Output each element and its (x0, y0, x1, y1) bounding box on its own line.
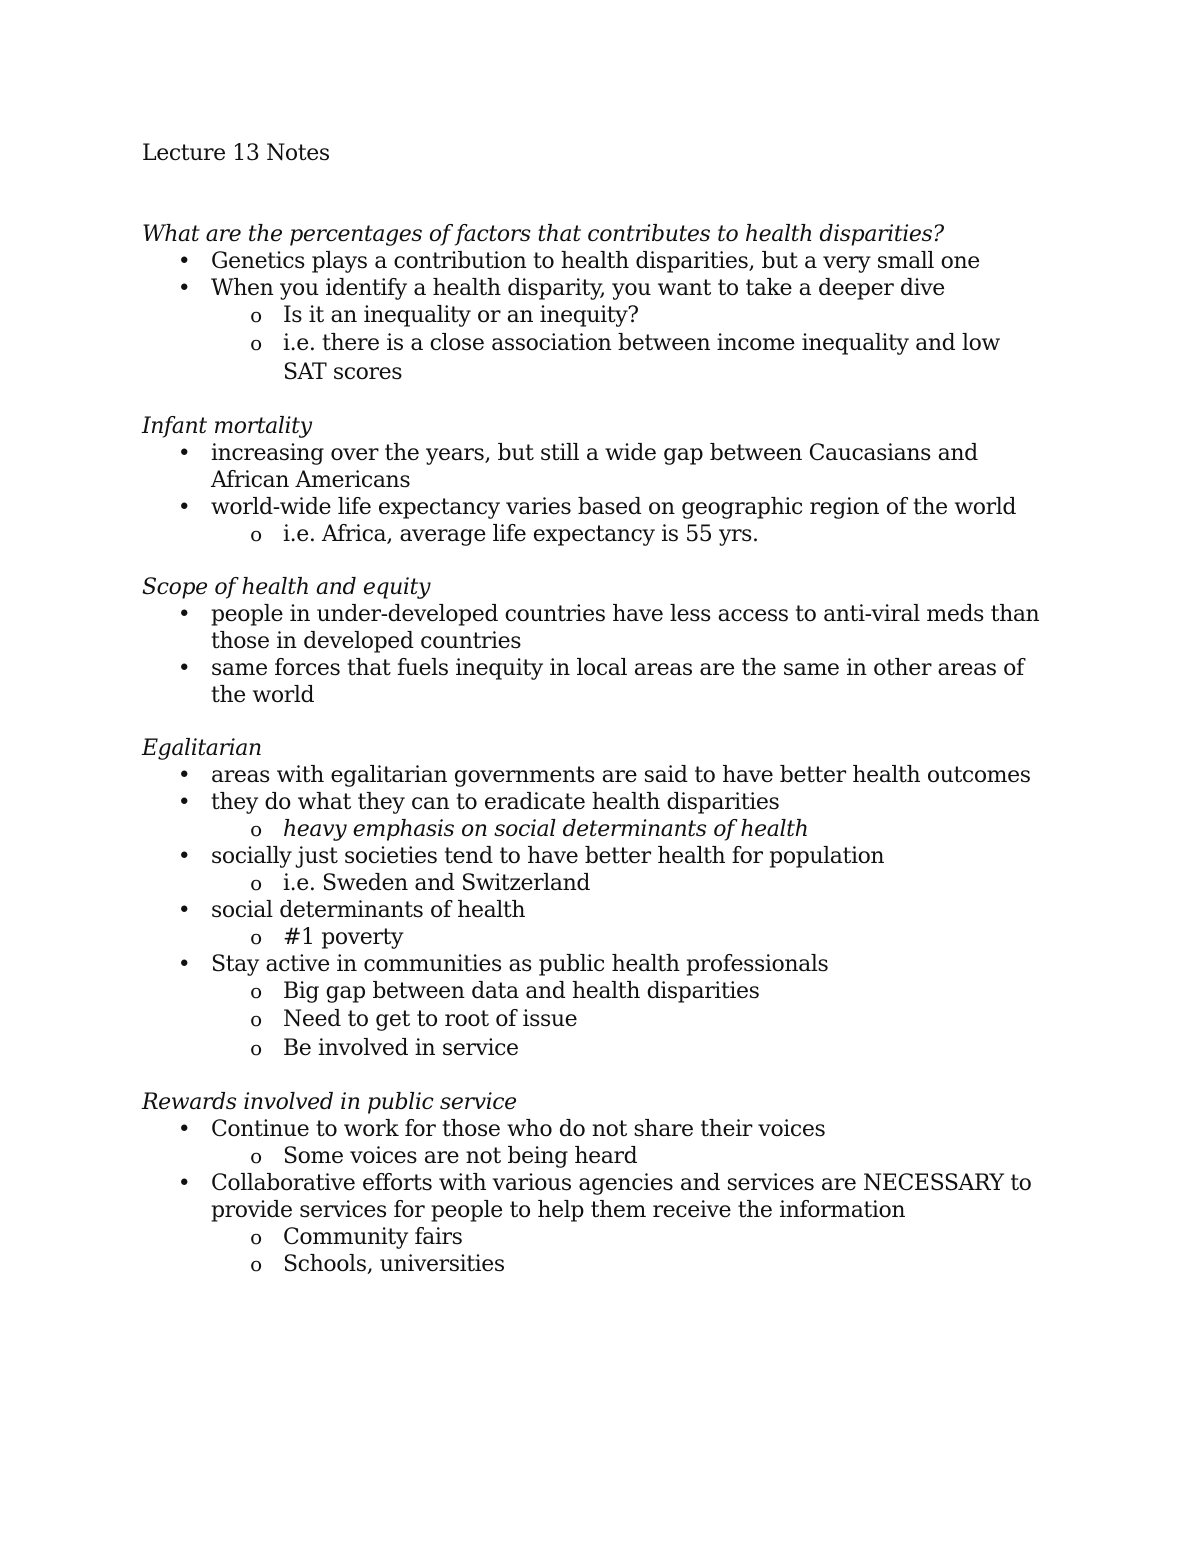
list-item (142, 843, 1042, 897)
sub-list-item-text: Community fairs (283, 1225, 463, 1250)
section-infant-mortality (142, 413, 1042, 548)
sub-list-item-text: heavy emphasis on social determinants of health (283, 817, 809, 842)
bullet-dot-icon: • (177, 602, 191, 627)
section-egalitarian (142, 735, 1042, 1063)
document-page (142, 140, 1042, 1304)
bullet-circle-icon: o (250, 1225, 262, 1249)
bullet-dot-icon: • (177, 1117, 191, 1142)
bullet-circle-icon: o (250, 522, 262, 546)
sub-list-item (142, 924, 1042, 951)
sub-bullet-list (211, 870, 1042, 897)
sub-bullet-list (211, 1143, 1042, 1170)
sub-list-item (142, 302, 1042, 329)
list-item (142, 789, 1042, 843)
bullet-dot-icon: • (177, 790, 191, 815)
sub-list-item-text: Schools, universities (283, 1252, 505, 1277)
bullet-circle-icon: o (250, 1036, 262, 1060)
list-item-text: When you identify a health disparity, you want to take a deeper dive (211, 276, 945, 301)
bullet-list (142, 1116, 1042, 1278)
list-item-text: Genetics plays a contribution to health disparities, but a very small one (211, 249, 980, 274)
sub-list-item (142, 1005, 1042, 1034)
bullet-dot-icon: • (177, 952, 191, 977)
list-item-text: same forces that fuels inequity in local areas are the same in other areas of the world (211, 656, 1024, 708)
bullet-dot-icon: • (177, 1171, 191, 1196)
list-item-text: increasing over the years, but still a wide gap between Caucasians and African Americans (211, 441, 978, 493)
section-health-disparity-factors (142, 221, 1042, 387)
bullet-circle-icon: o (250, 1144, 262, 1168)
bullet-circle-icon: o (250, 979, 262, 1003)
bullet-circle-icon: o (250, 925, 262, 949)
list-item-text: socially just societies tend to have better health for population (211, 844, 885, 869)
sub-list-item-text: Need to get to root of issue (283, 1007, 578, 1032)
list-item (142, 897, 1042, 951)
list-item (142, 275, 1042, 387)
section-rewards-public-service (142, 1089, 1042, 1278)
bullet-circle-icon: o (250, 1252, 262, 1276)
sub-list-item (142, 1034, 1042, 1063)
section-heading: Scope of health and equity (142, 575, 430, 600)
list-item (142, 1116, 1042, 1170)
sub-bullet-list (211, 302, 1042, 387)
sub-list-item (142, 1224, 1042, 1251)
sub-list-item (142, 329, 1042, 387)
bullet-list (142, 601, 1042, 709)
sub-bullet-list (211, 978, 1042, 1063)
list-item-text: they do what they can to eradicate health disparities (211, 790, 780, 815)
bullet-dot-icon: • (177, 276, 191, 301)
section-heading: Egalitarian (142, 736, 262, 761)
sub-list-item-text: #1 poverty (283, 925, 403, 950)
list-item (142, 951, 1042, 1063)
sub-list-item (142, 521, 1042, 548)
list-item (142, 762, 1042, 789)
sub-bullet-list (211, 521, 1042, 548)
list-item-text: social determinants of health (211, 898, 526, 923)
sub-bullet-list (211, 924, 1042, 951)
list-item (142, 655, 1042, 709)
bullet-circle-icon: o (250, 303, 262, 327)
bullet-dot-icon: • (177, 898, 191, 923)
sub-list-item (142, 1143, 1042, 1170)
sub-list-item-text: i.e. Sweden and Switzerland (283, 871, 591, 896)
bullet-circle-icon: o (250, 331, 262, 355)
bullet-list (142, 440, 1042, 548)
sub-bullet-list (211, 816, 1042, 843)
list-item (142, 440, 1042, 494)
sub-list-item-text: Be involved in service (283, 1036, 519, 1061)
section-heading: Infant mortality (142, 414, 312, 439)
list-item-text: people in under-developed countries have less access to anti-viral meds than those in developed countries (211, 602, 1040, 654)
sub-list-item-text: Is it an inequality or an inequity? (283, 303, 639, 328)
list-item (142, 1170, 1042, 1278)
section-scope-of-health (142, 574, 1042, 709)
bullet-circle-icon: o (250, 871, 262, 895)
list-item-text: world-wide life expectancy varies based on geographic region of the world (211, 495, 1017, 520)
bullet-circle-icon: o (250, 1007, 262, 1031)
sub-list-item (142, 816, 1042, 843)
list-item (142, 601, 1042, 655)
sub-list-item-text: i.e. Africa, average life expectancy is 55 yrs. (283, 522, 759, 547)
section-heading: What are the percentages of factors that contributes to health disparities? (142, 222, 944, 247)
bullet-dot-icon: • (177, 441, 191, 466)
list-item-text: Stay active in communities as public health professionals (211, 952, 829, 977)
list-item-text: areas with egalitarian governments are said to have better health outcomes (211, 763, 1031, 788)
list-item (142, 494, 1042, 548)
sub-list-item-text: Some voices are not being heard (283, 1144, 638, 1169)
bullet-dot-icon: • (177, 495, 191, 520)
sub-list-item (142, 870, 1042, 897)
page-title: Lecture 13 Notes (142, 141, 330, 166)
bullet-dot-icon: • (177, 249, 191, 274)
list-item-text: Continue to work for those who do not share their voices (211, 1117, 826, 1142)
bullet-dot-icon: • (177, 763, 191, 788)
sub-list-item (142, 978, 1042, 1005)
bullet-circle-icon: o (250, 817, 262, 841)
section-heading: Rewards involved in public service (142, 1090, 517, 1115)
sub-list-item-text: i.e. there is a close association between income inequality and low SAT scores (283, 331, 1000, 385)
sub-list-item-text: Big gap between data and health disparities (283, 979, 760, 1004)
bullet-list (142, 762, 1042, 1063)
sub-list-item (142, 1251, 1042, 1278)
list-item (142, 248, 1042, 275)
bullet-dot-icon: • (177, 656, 191, 681)
sub-bullet-list (211, 1224, 1042, 1278)
bullet-list (142, 248, 1042, 387)
bullet-dot-icon: • (177, 844, 191, 869)
list-item-text: Collaborative efforts with various agencies and services are NECESSARY to provide services for people to help them receive the information (211, 1171, 1032, 1223)
